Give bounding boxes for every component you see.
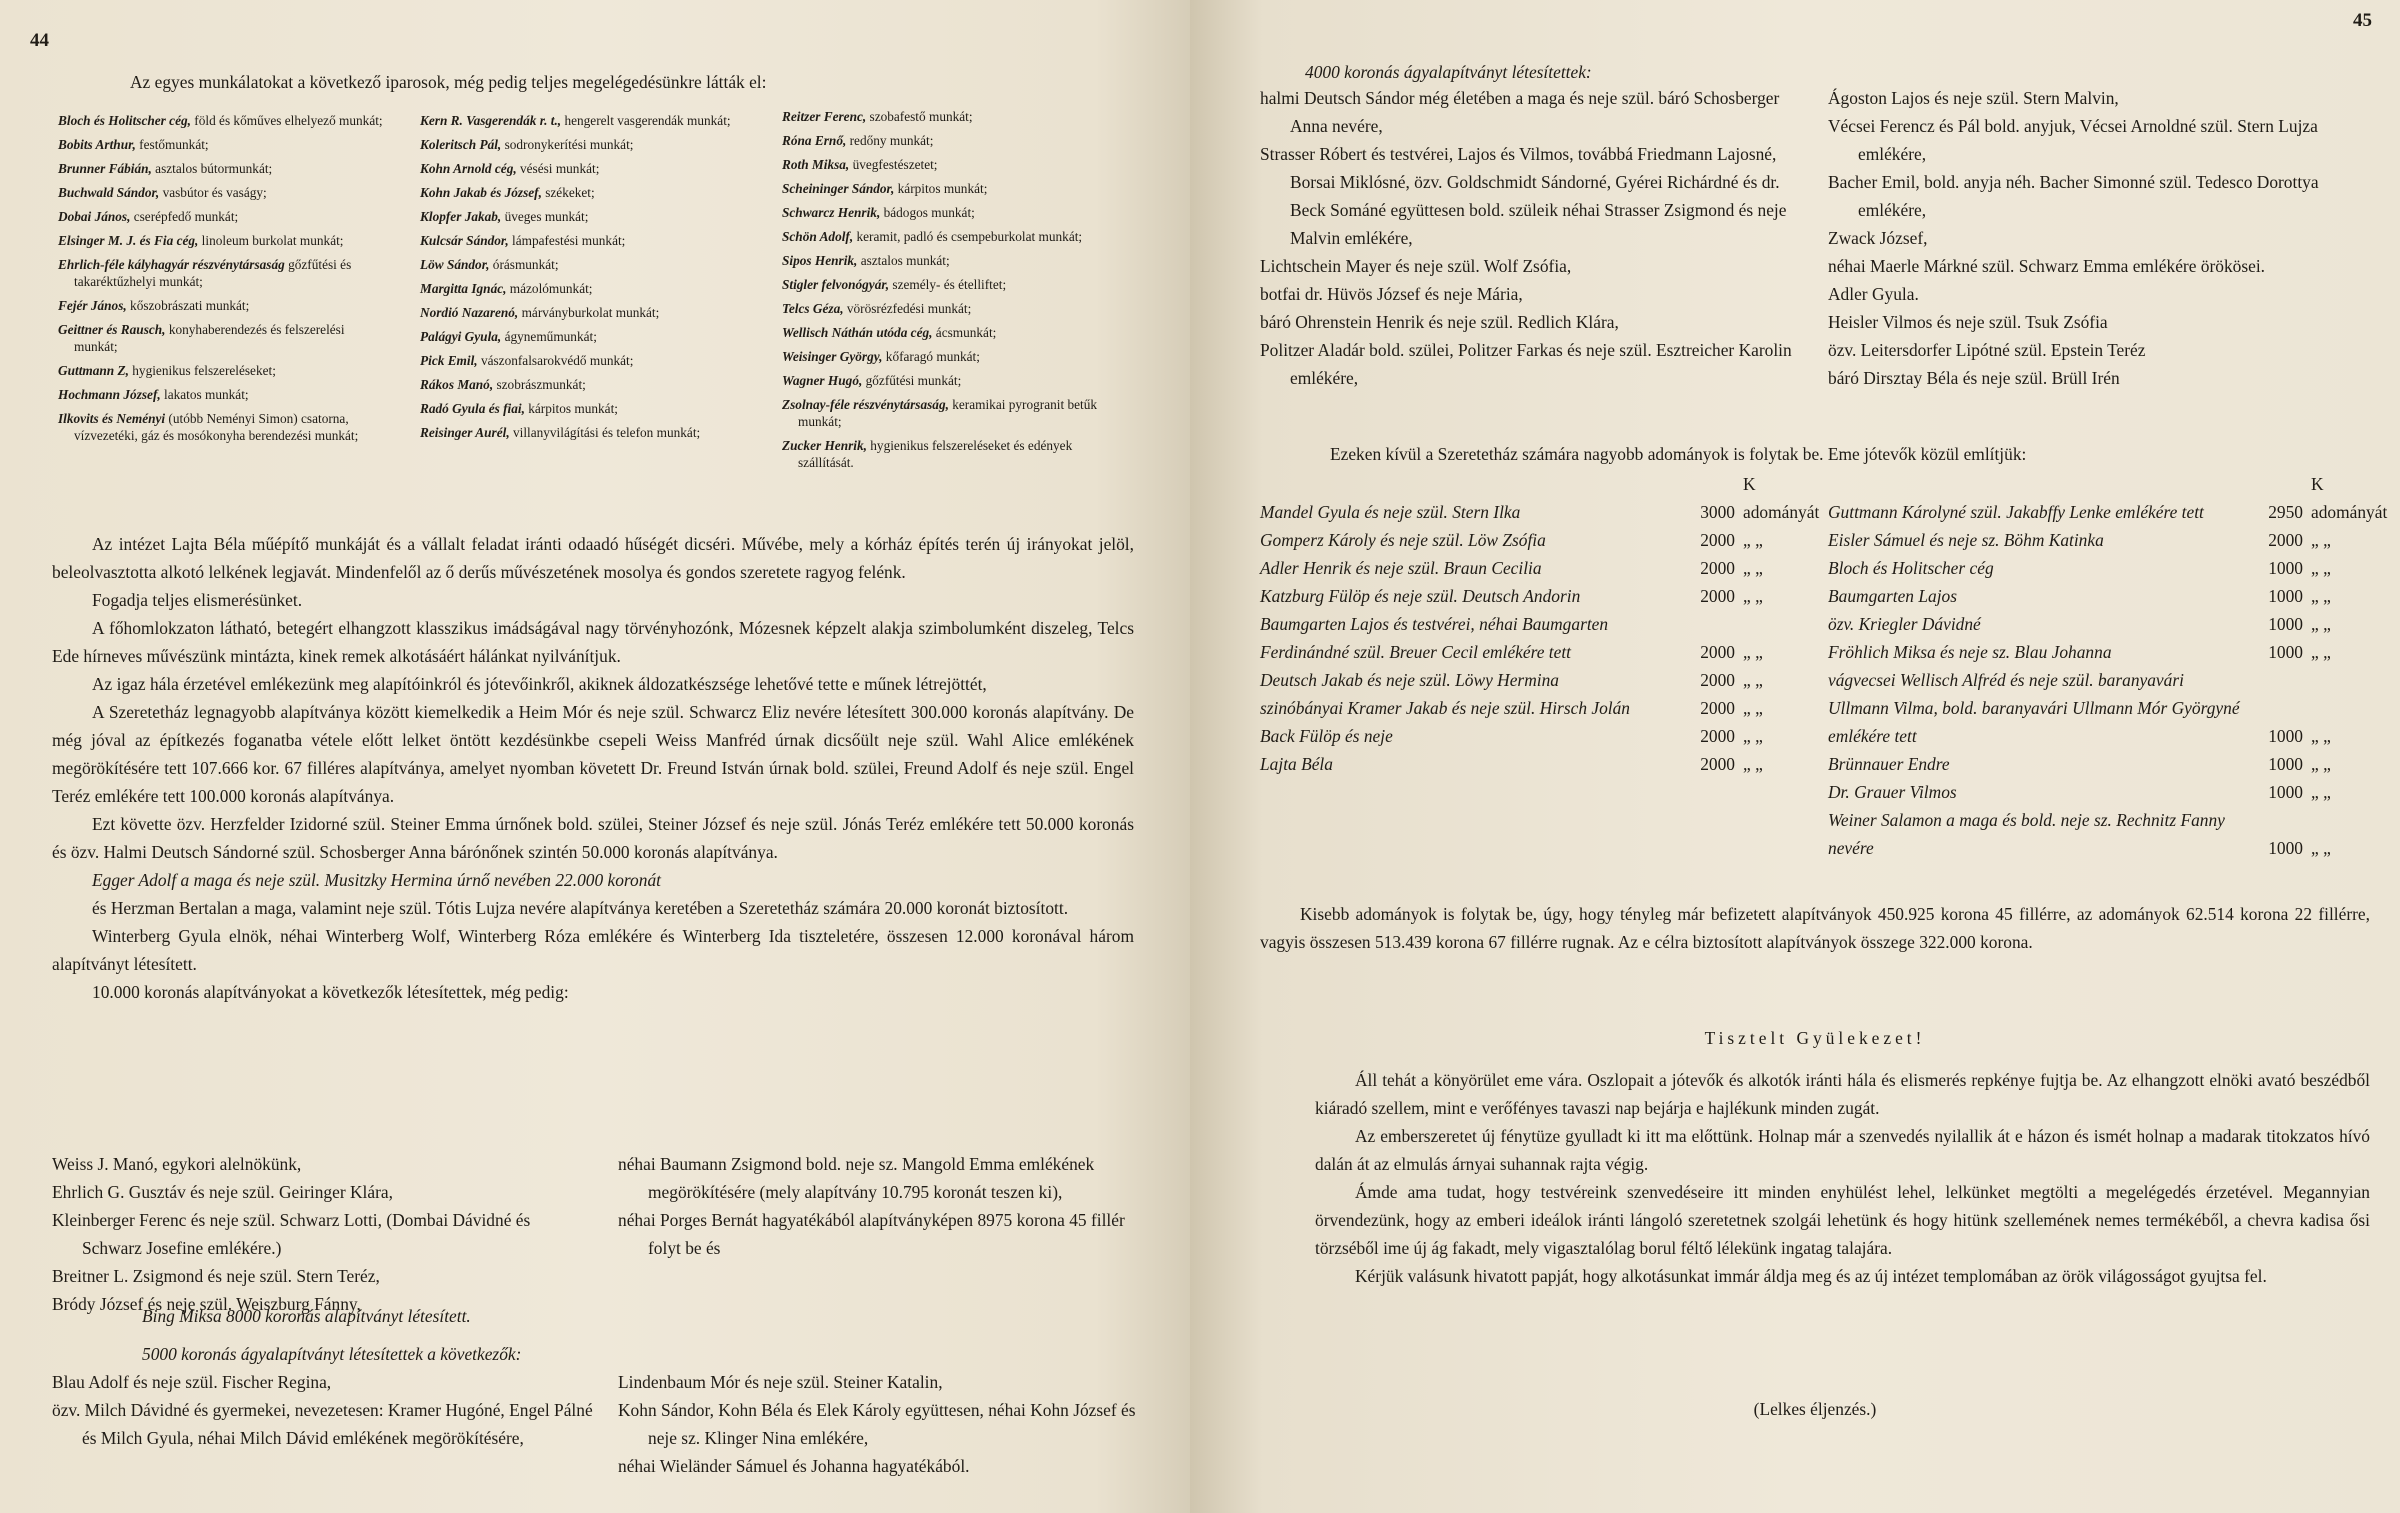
paragraph-kovette: Ezt követte özv. Herzfelder Izidorné szül. Steiner Emma úrnőnek bold. szülei, Steiner József és neje szül. Jónás Teréz emlékére tett 50.000 koronás és özv. Halmi Deutsch Sándorné szül. Schosberger Anna bárónőnek szintén 50.000 koronás alapítványa.: [52, 814, 1134, 862]
paragraph-mozes: A főhomlokzaton látható, betegért elhangzott klasszikus imádságával nagy törvényhozónk, Mózesnek képzelt alakja szimbolumként diszeleg, Telcs Ede hírneves művészünk mintázta, kinek remek alkotásáért hálánkat nyilvánítjuk.: [52, 618, 1134, 666]
tradesman-name: Guttmann Z,: [58, 363, 129, 378]
five-thousand-column-2: [618, 1368, 1148, 1480]
donor-name: Weiner Salamon a maga és bold. neje sz. Rechnitz Fanny nevére: [1828, 810, 2225, 858]
tradesman-work: hengerelt vasgerendák munkát;: [561, 113, 731, 128]
donation-row: [1828, 778, 2373, 806]
donation-unit: K adományát: [1743, 474, 1820, 522]
donation-amount: 2000: [1700, 670, 1735, 690]
paragraph-ember: Az emberszeretet új fénytüze gyulladt ki itt ma előttünk. Holnap már a szenvedés nyilallik át e házon és ismét holnap a madarak titokzatos hívó dalán át az elmulás árnyai suhannak rajta végig.: [1315, 1126, 2370, 1174]
donations-left-list: [1260, 470, 1820, 778]
tradesman-entry: [782, 228, 1117, 245]
tradesman-work: szobafestő munkát;: [866, 109, 973, 124]
founder-entry: Zwack József,: [1828, 228, 1928, 248]
tradesman-entry: [420, 376, 745, 393]
tradesman-work: bádogos munkát;: [880, 205, 975, 220]
tradesman-entry: [58, 136, 388, 153]
donation-unit: „ „: [1743, 698, 1763, 718]
tradesman-work: vörösrézfedési munkát;: [843, 301, 972, 316]
founder-entry: Heisler Vilmos és neje szül. Tsuk Zsófia: [1828, 312, 2108, 332]
page-number: 44: [30, 30, 49, 51]
address-heading: Tisztelt Gyülekezet!: [1704, 1028, 1926, 1048]
five-thousand-column-1: [52, 1368, 600, 1452]
founder-entry: Bródy József és neje szül. Weiszburg Fánny,: [52, 1294, 361, 1314]
tradesman-name: Róna Ernő,: [782, 133, 847, 148]
right-page: [1190, 0, 2400, 1513]
tradesman-name: Rákos Manó,: [420, 377, 494, 392]
founder-entry: Breitner L. Zsigmond és neje szül. Stern Teréz,: [52, 1266, 380, 1286]
donation-amount: 1000: [2268, 838, 2303, 858]
donation-unit: „ „: [1743, 530, 1763, 550]
tradesman-entry: [782, 372, 1117, 389]
founder-entry: Lindenbaum Mór és neje szül. Steiner Katalin,: [618, 1372, 943, 1392]
tradesman-entry: [58, 256, 388, 290]
founder-entry: Blau Adolf és neje szül. Fischer Regina,: [52, 1372, 332, 1392]
tradesman-work: villanyvilágítási és telefon munkát;: [509, 425, 701, 440]
tradesman-work: ácsmunkát;: [932, 325, 997, 340]
tradesman-work: (utóbb Neményi Simon) csatorna, vízvezetéki, gáz és mosókonyha berendezési munkát;: [74, 411, 359, 443]
main-text: [52, 530, 1134, 1006]
tradesman-name: Weisinger György,: [782, 349, 883, 364]
tradesman-name: Geittner és Rausch,: [58, 322, 166, 337]
tradesman-work: vászonfalsarokvédő munkát;: [477, 353, 634, 368]
donation-row: [1260, 750, 1805, 778]
tradesman-entry: [420, 304, 745, 321]
tradesman-work: gőzfűtési munkát;: [862, 373, 962, 388]
tradesman-name: Pick Emil,: [420, 353, 478, 368]
tradesman-work: mázolómunkát;: [506, 281, 593, 296]
donation-row: [1828, 582, 2373, 610]
donation-unit: „ „: [1743, 642, 1763, 662]
donor-name: Adler Henrik és neje szül. Braun Cecilia: [1260, 558, 1542, 578]
founder-entry: Kohn Sándor, Kohn Béla és Elek Károly együttesen, néhai Kohn József és neje sz. Klinger Nina emlékére,: [618, 1400, 1136, 1448]
donor-name: özv. Kriegler Dávidné: [1828, 614, 1981, 634]
applause-note: (Lelkes éljenzés.): [1753, 1399, 1877, 1419]
donor-name: Baumgarten Lajos: [1828, 586, 1957, 606]
donor-name: Baumgarten Lajos és testvérei, néhai Baumgarten Ferdinándné szül. Breuer Cecil emlékére tett: [1260, 614, 1609, 662]
paragraph-lajta: Az intézet Lajta Béla műépítő munkáját és a vállalt feladat iránti odaadó hűségét dicséri. Művébe, mely a kórház építés terén új irányokat jelöl, beleolvasztotta alkotó lelkének legjavát. Mindenfelől az ő derűs művészetének mosolya és gondos szeretete ragyog felénk.: [52, 534, 1134, 582]
founder-entry: Kleinberger Ferenc és neje szül. Schwarz Lotti, (Dombai Dávidné és Schwarz Josefine emlékére.): [52, 1210, 531, 1258]
tradesman-work: lakatos munkát;: [160, 387, 249, 402]
tradesman-entry: [782, 204, 1117, 221]
founder-entry: néhai Maerle Márkné szül. Schwarz Emma emlékére örökösei.: [1828, 256, 2266, 276]
tradesman-name: Stigler felvonógyár,: [782, 277, 890, 292]
tradesman-name: Bobits Arthur,: [58, 137, 136, 152]
donation-row: [1828, 806, 2373, 862]
tradesman-entry: [58, 208, 388, 225]
tradesman-entry: [782, 300, 1117, 317]
donation-row: [1260, 470, 1820, 526]
tradesman-name: Löw Sándor,: [420, 257, 490, 272]
tradesman-work: márványburkolat munkát;: [518, 305, 660, 320]
tradesman-name: Bloch és Holitscher cég,: [58, 113, 191, 128]
tradesman-entry: [782, 276, 1117, 293]
tradesmen-column-1: [58, 112, 388, 451]
donor-name: vágvecsei Wellisch Alfréd és neje szül. baranyavári Ullmann Vilma, bold. baranyavári Ullmann Mór Györgyné emlékére tett: [1828, 670, 2240, 746]
tradesman-name: Schwarcz Henrik,: [782, 205, 881, 220]
paragraph-hala: Az igaz hála érzetével emlékezünk meg alapítóinkról és jótevőinkről, akiknek áldozatkészsége lehetővé tette e műnek létrejöttét,: [92, 674, 987, 694]
tradesman-entry: [420, 136, 745, 153]
tradesman-entry: [782, 108, 1117, 125]
paragraph-herzman: és Herzman Bertalan a maga, valamint neje szül. Tótis Lujza nevére alapítványa keretében a Szeretetház számára 20.000 koronát biztosított.: [92, 898, 1069, 918]
donation-amount: 2000: [1700, 642, 1735, 662]
tradesmen-column-3: [782, 108, 1117, 478]
tradesman-work: redőny munkát;: [846, 133, 934, 148]
tradesman-entry: [58, 297, 388, 314]
tradesman-work: linoleum burkolat munkát;: [198, 233, 344, 248]
donor-name: Gomperz Károly és neje szül. Löw Zsófia: [1260, 530, 1546, 550]
tradesman-work: lámpafestési munkát;: [508, 233, 626, 248]
founder-entry: néhai Baumann Zsigmond bold. neje sz. Mangold Emma emlékének megörökítésére (mely alapítvány 10.795 koronát teszen ki),: [618, 1154, 1095, 1202]
donor-name: Guttmann Károlyné szül. Jakabffy Lenke emlékére tett: [1828, 502, 2204, 522]
donation-amount: 1000: [2268, 726, 2303, 746]
tradesman-name: Wagner Hugó,: [782, 373, 863, 388]
tradesman-entry: [58, 232, 388, 249]
founder-entry: botfai dr. Hüvös József és neje Mária,: [1260, 284, 1523, 304]
donation-row: [1260, 722, 1805, 750]
founder-entry: néhai Wieländer Sámuel és Johanna hagyatékából.: [618, 1456, 970, 1476]
tradesman-name: Scheininger Sándor,: [782, 181, 895, 196]
donation-unit: „ „: [2311, 726, 2331, 746]
tradesman-entry: [782, 348, 1117, 365]
founder-entry: Strasser Róbert és testvérei, Lajos és Vilmos, továbbá Friedmann Lajosné, Borsai Miklósné, özv. Goldschmidt Sándorné, Gyérei Richárdné és dr. Beck Sománé együttesen bold. szüleik néhai Strasser Zsigmond és neje Malvin emlékére,: [1260, 144, 1787, 248]
donation-amount: 1000: [2268, 558, 2303, 578]
founder-entry: Politzer Aladár bold. szülei, Politzer Farkas és neje szül. Esztreicher Karolin emlékére,: [1260, 340, 1792, 388]
donation-row: [1828, 526, 2373, 554]
tradesman-name: Kern R. Vasgerendák r. t.,: [420, 113, 562, 128]
tradesman-work: vasbútor és vaságy;: [159, 185, 267, 200]
tradesman-name: Nordió Nazarenó,: [420, 305, 519, 320]
tradesman-work: konyhaberendezés és felszerelési munkát;: [74, 322, 345, 354]
donation-unit: „ „: [2311, 642, 2331, 662]
tradesman-name: Kohn Arnold cég,: [420, 161, 517, 176]
tradesman-entry: [58, 321, 388, 355]
donation-amount: 1000: [2268, 614, 2303, 634]
tradesman-entry: [58, 184, 388, 201]
tradesman-entry: [420, 160, 745, 177]
tradesman-name: Reitzer Ferenc,: [782, 109, 867, 124]
donations-right-list: [1828, 470, 2388, 862]
tradesman-name: Kulcsár Sándor,: [420, 233, 509, 248]
donation-row: [1260, 666, 1805, 694]
donor-name: Brünnauer Endre: [1828, 754, 1950, 774]
tradesman-entry: [420, 208, 745, 225]
donor-name: Eisler Sámuel és neje sz. Böhm Katinka: [1828, 530, 2104, 550]
donation-unit: „ „: [1743, 726, 1763, 746]
donation-row: [1828, 610, 2373, 638]
tradesman-work: hygienikus felszereléseket és edények szállítását.: [798, 438, 1073, 470]
tradesman-name: Brunner Fábián,: [58, 161, 152, 176]
donation-row: [1260, 526, 1805, 554]
tradesman-name: Buchwald Sándor,: [58, 185, 160, 200]
donation-amount: 2000: [1700, 726, 1735, 746]
paragraph-winterberg: Winterberg Gyula elnök, néhai Winterberg Wolf, Winterberg Róza emlékére és Winterberg Ida tiszteletére, összesen 12.000 koronával három alapítványt létesített.: [52, 926, 1134, 974]
tradesman-work: sodronykerítési munkát;: [501, 137, 634, 152]
donation-amount: 2000: [1700, 530, 1735, 550]
tradesman-name: Margitta Ignác,: [420, 281, 507, 296]
tradesmen-column-2: [420, 112, 745, 448]
tradesman-entry: [420, 256, 745, 273]
donation-unit: „ „: [1743, 558, 1763, 578]
tradesman-entry: [782, 156, 1117, 173]
tradesman-work: személy- és ételliftet;: [889, 277, 1007, 292]
tradesman-work: üvegfestészetet;: [849, 157, 938, 172]
founder-entry: özv. Milch Dávidné és gyermekei, nevezetesen: Kramer Hugóné, Engel Pálné és Milch Gyula, néhai Milch Dávid emlékének megörökítésére,: [52, 1400, 593, 1448]
tradesman-entry: [420, 232, 745, 249]
tradesman-name: Ilkovits és Neményi: [58, 411, 166, 426]
donor-name: Lajta Béla: [1260, 754, 1333, 774]
donation-amount: 2000: [1700, 586, 1735, 606]
paragraph-egger: Egger Adolf a maga és neje szül. Musitzky Hermina úrnő nevében 22.000 koronát: [92, 870, 661, 890]
donation-unit: „ „: [2311, 530, 2331, 550]
tradesman-entry: [420, 424, 745, 441]
tradesman-entry: [58, 410, 388, 444]
donor-name: Katzburg Fülöp és neje szül. Deutsch Andorin: [1260, 586, 1581, 606]
tradesman-entry: [420, 280, 745, 297]
paragraph-bing: Bing Miksa 8000 koronás alapítványt létesített.: [142, 1306, 471, 1326]
tradesman-work: festőmunkát;: [135, 137, 209, 152]
paragraph-all: Áll tehát a könyörület eme vára. Oszlopait a jótevők és alkotók iránti hála és elismerés repkénye fujtja be. Az elhangzott elnöki avató beszédből kiáradó szellem, mint e verőfényes tavaszi nap bejárja e hajlékunk minden zugát.: [1315, 1070, 2370, 1118]
donation-row: [1828, 554, 2373, 582]
four-thousand-column-1: [1260, 84, 1800, 392]
donation-row: [1828, 470, 2388, 526]
paragraph-nagyobb: Ezeken kívül a Szeretetház számára nagyobb adományok is folytak be. Eme jótevők közül említjük:: [1330, 444, 2027, 464]
tradesman-work: asztalos bútormunkát;: [151, 161, 273, 176]
tradesman-name: Elsinger M. J. és Fia cég,: [58, 233, 199, 248]
tradesman-work: székeket;: [541, 185, 595, 200]
closing-speech: [1315, 1066, 2370, 1290]
donation-unit: „ „: [2311, 558, 2331, 578]
founder-entry: néhai Porges Bernát hagyatékából alapítványképen 8975 korona 45 fillér folyt be és: [618, 1210, 1125, 1258]
tradesman-work: kőszobrászati munkát;: [126, 298, 250, 313]
donation-amount: 2000: [1700, 698, 1735, 718]
four-thousand-column-2: [1828, 84, 2368, 392]
tradesman-entry: [58, 362, 388, 379]
tradesman-entry: [782, 132, 1117, 149]
paragraph-5000: 5000 koronás ágyalapítványt létesítettek a következők:: [142, 1344, 522, 1364]
ten-thousand-column-2: [618, 1150, 1138, 1262]
tradesman-name: Reisinger Aurél,: [420, 425, 510, 440]
tradesman-work: szobrászmunkát;: [493, 377, 586, 392]
tradesman-name: Klopfer Jakab,: [420, 209, 502, 224]
tradesman-work: cserépfedő munkát;: [130, 209, 239, 224]
donation-amount: 2000: [1700, 754, 1735, 774]
tradesman-entry: [420, 400, 745, 417]
donation-unit: „ „: [2311, 838, 2331, 858]
founder-entry: halmi Deutsch Sándor még életében a maga és neje szül. báró Schosberger Anna nevére,: [1260, 88, 1780, 136]
donation-amount: 1000: [2268, 782, 2303, 802]
tradesman-name: Hochmann József,: [58, 387, 161, 402]
founder-entry: Lichtschein Mayer és neje szül. Wolf Zsófia,: [1260, 256, 1572, 276]
donation-amount: 1000: [2268, 642, 2303, 662]
donor-name: Back Fülöp és neje: [1260, 726, 1393, 746]
tradesman-name: Radó Gyula és fiai,: [420, 401, 525, 416]
tradesman-work: vésési munkát;: [516, 161, 600, 176]
tradesman-name: Kohn Jakab és József,: [420, 185, 542, 200]
tradesman-work: hygienikus felszereléseket;: [128, 363, 276, 378]
tradesman-entry: [420, 112, 745, 129]
tradesman-name: Dobai János,: [58, 209, 131, 224]
tradesman-entry: [782, 252, 1117, 269]
donation-unit: „ „: [2311, 614, 2331, 634]
tradesman-entry: [782, 324, 1117, 341]
donor-name: Bloch és Holitscher cég: [1828, 558, 1994, 578]
paragraph-10000: 10.000 koronás alapítványokat a következők létesítettek, még pedig:: [92, 982, 569, 1002]
donation-row: [1828, 666, 2373, 750]
founder-entry: Vécsei Ferencz és Pál bold. anyjuk, Vécsei Arnoldné szül. Stern Lujza emlékére,: [1828, 116, 2318, 164]
founder-entry: báró Dirsztay Béla és neje szül. Brüll Irén: [1828, 368, 2120, 388]
tradesman-entry: [420, 184, 745, 201]
tradesman-entry: [782, 396, 1117, 430]
donation-unit: K adományát: [2311, 474, 2388, 522]
donation-row: [1828, 750, 2373, 778]
tradesman-work: föld és kőműves elhelyező munkát;: [190, 113, 383, 128]
paragraph-kerjuk: Kérjük valásunk hivatott papját, hogy alkotásunkat immár áldja meg és az új intézet templomában az örök világosságot gyujtsa fel.: [1355, 1266, 2267, 1286]
donor-name: szinóbányai Kramer Jakab és neje szül. Hirsch Jolán: [1260, 698, 1630, 718]
tradesman-work: ágyneműmunkát;: [501, 329, 597, 344]
paragraph-legnagyobb: A Szeretetház legnagyobb alapítványa között kiemelkedik a Heim Mór és neje szül. Schwarcz Eliz nevére létesített 300.000 koronás alapítvány. De még jóval az építkezés foganatba vétele előtt lelket öntött kezdésünkbe csepeli Weiss Manfréd úrnak dicsőült neje szül. Wahl Alice emlékének megörökítésére tett 107.666 kor. 67 filléres alapítványa, amelyet nyomban követett Dr. Freund István úrnak bold. szülei, Freund Adolf és neje szül. Engel Teréz emlékére tett 100.000 koronás alapítványa.: [52, 702, 1134, 806]
donation-row: [1260, 694, 1805, 722]
page-number: 45: [2353, 10, 2372, 31]
donor-name: Fröhlich Miksa és neje sz. Blau Johanna: [1828, 642, 2112, 662]
founder-entry: Ágoston Lajos és neje szül. Stern Malvin,: [1828, 88, 2119, 108]
tradesmen-intro: Az egyes munkálatokat a következő iparosok, még pedig teljes megelégedésünkre látták el:: [130, 72, 767, 92]
donor-name: Dr. Grauer Vilmos: [1828, 782, 1957, 802]
tradesman-name: Zucker Henrik,: [782, 438, 867, 453]
donation-unit: „ „: [2311, 754, 2331, 774]
tradesman-work: keramikai pyrogranit betűk munkát;: [798, 397, 1098, 429]
donation-amount: 3000: [1700, 502, 1735, 522]
tradesman-work: gőzfűtési és takaréktűzhelyi munkát;: [74, 257, 352, 289]
donation-row: [1260, 582, 1805, 610]
founder-entry: özv. Leitersdorfer Lipótné szül. Epstein Teréz: [1828, 340, 2146, 360]
tradesman-work: kőfaragó munkát;: [882, 349, 980, 364]
donation-unit: „ „: [2311, 586, 2331, 606]
paragraph-4000: 4000 koronás ágyalapítványt létesítettek:: [1305, 62, 1592, 82]
donation-amount: 1000: [2268, 754, 2303, 774]
ten-thousand-column-1: [52, 1150, 592, 1318]
paragraph-amde: Ámde ama tudat, hogy testvéreink szenvedéseire itt minden enyhülést lehel, lelkünket megtölti a megelégedés érzetével. Megannyian örvendezünk, hogy az emberi ideálok iránti lángoló szeretetnek szolgái lehetünk és hogy hitünk szellemének nemes termékéből, a chevra kadisa ősi törzséből ime új ág fakadt, mely vigasztalólag borul féltő lélekünk ingatag talajára.: [1315, 1182, 2370, 1258]
donation-row: [1260, 554, 1805, 582]
donation-unit: „ „: [2311, 782, 2331, 802]
donation-unit: „ „: [1743, 754, 1763, 774]
tradesman-entry: [58, 386, 388, 403]
donor-name: Mandel Gyula és neje szül. Stern Ilka: [1260, 502, 1521, 522]
donation-unit: „ „: [1743, 586, 1763, 606]
tradesman-name: Ehrlich-féle kályhagyár részvénytársaság: [58, 257, 285, 272]
founder-entry: Adler Gyula.: [1828, 284, 1919, 304]
founder-entry: Ehrlich G. Gusztáv és neje szül. Geiringer Klára,: [52, 1182, 393, 1202]
tradesman-work: keramit, padló és csempeburkolat munkát;: [853, 229, 1083, 244]
donation-amount: 2000: [2268, 530, 2303, 550]
paragraph-kisebb: Kisebb adományok is folytak be, úgy, hogy tényleg már befizetett alapítványok 450.925 korona 45 fillérre, az adományok 62.514 korona 22 fillérre, vagyis összesen 513.439 korona 67 fillérre rugnak. Az e célra biztosított alapítványok összege 322.000 korona.: [1260, 904, 2370, 952]
tradesman-name: Fejér János,: [58, 298, 127, 313]
tradesman-name: Sipos Henrik,: [782, 253, 858, 268]
tradesman-work: kárpitos munkát;: [524, 401, 618, 416]
tradesman-entry: [58, 160, 388, 177]
donation-amount: 2950: [2268, 502, 2303, 522]
founder-entry: Weiss J. Manó, egykori alelnökünk,: [52, 1154, 302, 1174]
tradesman-name: Zsolnay-féle részvénytársaság,: [782, 397, 949, 412]
founder-entry: báró Ohrenstein Henrik és neje szül. Redlich Klára,: [1260, 312, 1619, 332]
left-page: [0, 0, 1190, 1513]
tradesman-name: Wellisch Náthán utóda cég,: [782, 325, 933, 340]
paragraph-elismeres: Fogadja teljes elismerésünket.: [92, 590, 303, 610]
tradesman-entry: [420, 352, 745, 369]
tradesman-entry: [782, 437, 1117, 471]
tradesman-name: Telcs Géza,: [782, 301, 844, 316]
tradesman-name: Palágyi Gyula,: [420, 329, 502, 344]
donation-row: [1828, 638, 2373, 666]
tradesman-name: Schön Adolf,: [782, 229, 854, 244]
donation-row: [1260, 610, 1805, 666]
tradesman-entry: [420, 328, 745, 345]
donation-amount: 1000: [2268, 586, 2303, 606]
tradesman-name: Koleritsch Pál,: [420, 137, 502, 152]
donation-unit: „ „: [1743, 670, 1763, 690]
tradesman-entry: [782, 180, 1117, 197]
tradesman-work: kárpitos munkát;: [894, 181, 988, 196]
founder-entry: Bacher Emil, bold. anyja néh. Bacher Simonné szül. Tedesco Dorottya emlékére,: [1828, 172, 2319, 220]
donor-name: Deutsch Jakab és neje szül. Löwy Hermina: [1260, 670, 1559, 690]
tradesman-name: Roth Miksa,: [782, 157, 850, 172]
tradesman-work: órásmunkát;: [489, 257, 559, 272]
donation-amount: 2000: [1700, 558, 1735, 578]
tradesman-work: üveges munkát;: [501, 209, 589, 224]
tradesman-work: asztalos munkát;: [857, 253, 950, 268]
tradesman-entry: [58, 112, 388, 129]
